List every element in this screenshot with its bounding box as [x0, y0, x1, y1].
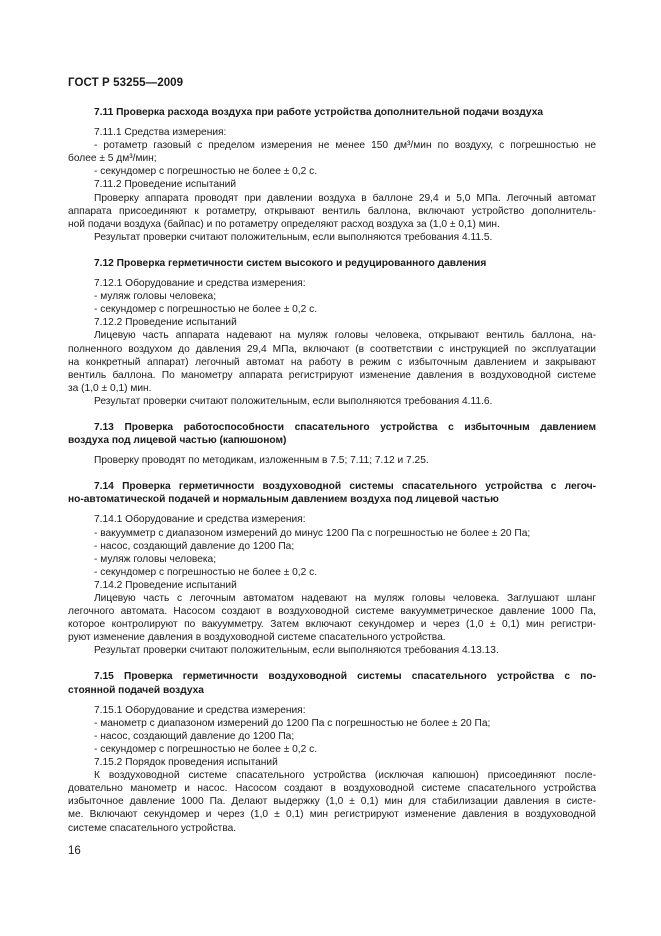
paragraph-line: Результат проверки считают положительным, если выполняются требования 4.11.6. — [94, 395, 493, 407]
section-heading-continued: стоянной подачей воздуха — [68, 684, 204, 696]
page-number: 16 — [68, 845, 81, 857]
section-heading: 7.12 Проверка герметичности систем высокого и редуцированного давления — [94, 257, 487, 269]
paragraph-line: 7.12.2 Проведение испытаний — [94, 317, 237, 329]
spacer — [68, 447, 596, 454]
paragraph-line: К воздуховодной системе спасательного устройства (исключая капюшон) присоединяют после- — [94, 770, 596, 782]
paragraph-line: руют изменение давления в воздуховодной системе спасательного устройства. — [68, 632, 446, 644]
spacer — [68, 467, 596, 480]
paragraph-line: 7.15.1 Оборудование и средства измерения: — [94, 704, 306, 716]
paragraph-line: 7.12.1 Оборудование и средства измерения: — [94, 278, 306, 290]
paragraph-line: - муляж головы человека; — [94, 291, 217, 303]
paragraph-line: вентиль баллона. По манометру аппарата регистрируют изменение давления в воздуховодной системе — [68, 369, 596, 381]
paragraph-line: - секундомер с погрешностью не более ± 0,2 с. — [94, 304, 318, 316]
paragraph-line: избыточное давление 1000 Па. Делают выдержку (1,0 ± 0,1) мин для стабилизации давления в систе- — [68, 796, 596, 808]
paragraph-line: довательно манометр и насос. Насосом создают в воздуховодной системе спасательного устройства — [68, 783, 596, 795]
paragraph-line: - ротаметр газовый с пределом измерения не менее 150 дм³/мин по воздуху, с погрешностью не — [94, 140, 596, 152]
paragraph-line: полненного воздухом до давления 29,4 МПа, включают (в соответствии с инструкцией по эксплуатации — [68, 343, 596, 355]
section-heading: 7.15 Проверка герметичности воздуховодной системы спасательного устройства с по- — [94, 671, 596, 683]
paragraph-line: - муляж головы человека; — [94, 553, 217, 565]
section-heading-continued: но-автоматической подачей и нормальным давлением воздуха под лицевой частью — [68, 494, 499, 506]
section-heading: 7.13 Проверка работоспособности спасательного устройства с избыточным давлением — [94, 421, 596, 433]
paragraph-line: - секундомер с погрешностью не более ± 0,2 с. — [94, 743, 318, 755]
paragraph-line: Проверку аппарата проводят при давлении воздуха в баллоне 29,4 и 5,0 МПа. Легочный автомат — [94, 192, 596, 204]
spacer — [68, 244, 596, 257]
spacer — [68, 408, 596, 421]
paragraph-line: Проверку проводят по методикам, изложенным в 7.5; 7.11; 7.12 и 7.25. — [94, 455, 429, 467]
paragraph-line: 7.15.2 Порядок проведения испытаний — [94, 757, 278, 769]
spacer — [68, 506, 596, 513]
paragraph-line: Лицевую часть аппарата надевают на муляж головы человека, открывают вентиль баллона, на- — [94, 330, 596, 342]
section-heading: 7.11 Проверка расхода воздуха при работе устройства дополнительной подачи воздуха — [94, 107, 544, 118]
paragraph-line: 7.14.2 Проведение испытаний — [94, 579, 237, 591]
paragraph-line: за (1,0 ± 0,1) мин. — [68, 382, 152, 394]
paragraph-line: которое контролируют по вакуумметру. Затем включают секундомер и через (1,0 ± 0,1) мин регистри- — [68, 619, 596, 631]
section-heading: 7.14 Проверка герметичности воздуховодной системы спасательного устройства с легоч- — [94, 481, 596, 493]
section-heading-continued: воздуха под лицевой частью (капюшоном) — [68, 435, 287, 447]
paragraph-line: Результат проверки считают положительным, если выполняются требования 4.13.13. — [94, 645, 499, 657]
spacer — [68, 697, 596, 704]
paragraph-line: 7.11.1 Средства измерения: — [94, 127, 227, 139]
paragraph-line: более ± 5 дм³/мин; — [68, 153, 157, 165]
spacer — [68, 270, 596, 277]
spacer — [68, 657, 596, 670]
paragraph-line: 7.11.2 Проведение испытаний — [94, 179, 237, 191]
paragraph-line: аппарата присоединяют к ротаметру, открывают вентиль баллона, включают устройство дополнитель- — [68, 205, 596, 217]
paragraph-line: Лицевую часть с легочным автоматом надевают на муляж головы человека. Заглушают шланг — [94, 593, 596, 604]
document-header: ГОСТ Р 53255—2009 — [68, 77, 184, 89]
paragraph-line: легочного автомата. Насосом создают в воздуховодной системе вакуумметрическое давление 1000 Па, — [68, 606, 596, 618]
paragraph-line: 7.14.1 Оборудование и средства измерения: — [94, 514, 306, 526]
paragraph-line: - насос, создающий давление до 1200 Па; — [94, 540, 295, 552]
paragraph-line: - манометр с диапазоном измерений до 1200 Па с погрешностью не более ± 20 Па; — [94, 717, 491, 729]
paragraph-line: - насос, создающий давление до 1200 Па; — [94, 730, 295, 742]
paragraph-line: - секундомер с погрешностью не более ± 0,2 с. — [94, 566, 318, 578]
paragraph-line: - вакуумметр с диапазоном измерений до минус 1200 Па с погрешностью не более ± 20 Па; — [94, 527, 531, 539]
paragraph-line: Результат проверки считают положительным, если выполняются требования 4.11.5. — [94, 231, 493, 243]
paragraph-line: - секундомер с погрешностью не более ± 0,2 с. — [94, 166, 318, 178]
paragraph-line: на конкретный аппарат) легочный автомат на работу в режим с избыточным давлением и закрывают — [68, 356, 596, 368]
document-body — [68, 106, 596, 835]
paragraph-line: ной подачи воздуха (байпас) и по ротаметру определяют расход воздуха за (1,0 ± 0,1) мин. — [68, 218, 500, 230]
spacer — [68, 119, 596, 126]
paragraph-line: ме. Включают секундомер и через (1,0 ± 0,1) мин регистрируют изменение давления в воздуховодной — [68, 809, 596, 821]
paragraph-line: системе спасательного устройства. — [68, 822, 237, 834]
